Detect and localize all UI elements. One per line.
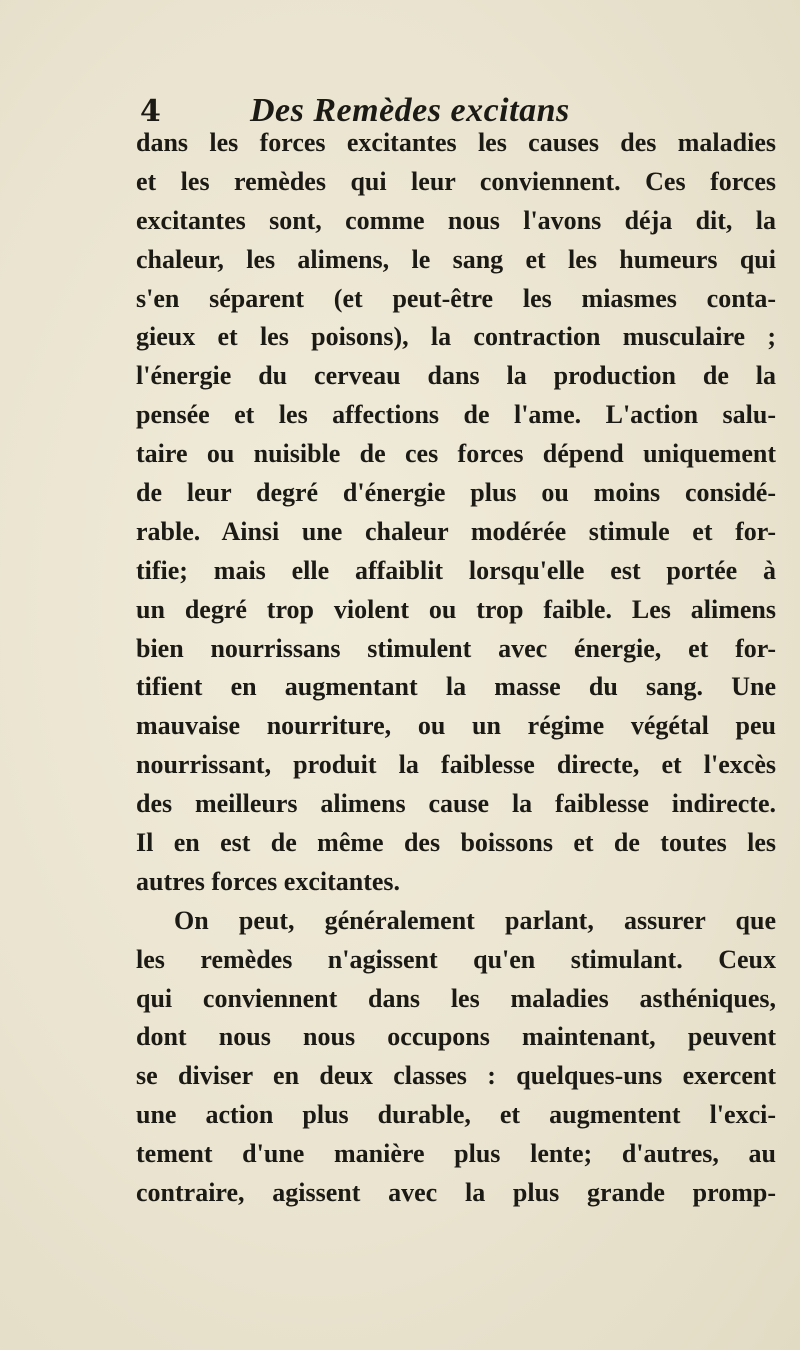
text-line: autres forces excitantes. [136,866,401,896]
text-line: nourrissant, produit la faiblesse directe, et l'excès [136,750,776,780]
running-title: Des Remèdes excitans [250,92,570,129]
page-number: 4 [140,94,161,129]
text-line: rable. Ainsi une chaleur modérée stimule et for- [136,516,776,546]
text-line: mauvaise nourriture, ou un régime végétal peu [136,711,776,741]
text-line: des meilleurs alimens cause la faiblesse indirecte. [136,789,776,819]
text-line: de leur degré d'énergie plus ou moins considé- [136,478,776,508]
text-line: chaleur, les alimens, le sang et les humeurs qui [136,244,776,274]
text-line: s'en séparent (et peut-être les miasmes conta- [136,283,776,313]
text-line: se diviser en deux classes : quelques-uns exercent [136,1061,776,1091]
text-line: tifient en augmentant la masse du sang. Une [136,672,776,702]
text-line: et les remèdes qui leur conviennent. Ces forces [136,166,776,196]
paragraph [136,902,776,1213]
paragraph [136,124,776,902]
text-line: taire ou nuisible de ces forces dépend uniquement [136,439,776,469]
text-line: une action plus durable, et augmentent l'exci- [136,1100,776,1130]
text-line: On peut, généralement parlant, assurer que [174,905,776,935]
text-line: pensée et les affections de l'ame. L'action salu- [136,400,776,430]
text-line: bien nourrissans stimulent avec énergie, et for- [136,633,776,663]
text-line: dans les forces excitantes les causes des maladies [136,128,776,157]
text-line: excitantes sont, comme nous l'avons déja dit, la [136,205,776,235]
text-line: dont nous nous occupons maintenant, peuvent [136,1022,776,1052]
text-line: les remèdes n'agissent qu'en stimulant. Ceux [136,944,776,974]
text-line: tifie; mais elle affaiblit lorsqu'elle est portée à [136,555,776,585]
text-line: qui conviennent dans les maladies asthéniques, [136,983,776,1013]
text-line: contraire, agissent avec la plus grande promp- [136,1178,776,1208]
body-text [136,124,776,1213]
text-line: Il en est de même des boissons et de toutes les [136,828,776,858]
text-line: gieux et les poisons), la contraction musculaire ; [136,322,776,352]
text-line: l'énergie du cerveau dans la production de la [136,361,776,391]
text-line: un degré trop violent ou trop faible. Les alimens [136,594,776,624]
text-line: tement d'une manière plus lente; d'autres, au [136,1139,776,1169]
